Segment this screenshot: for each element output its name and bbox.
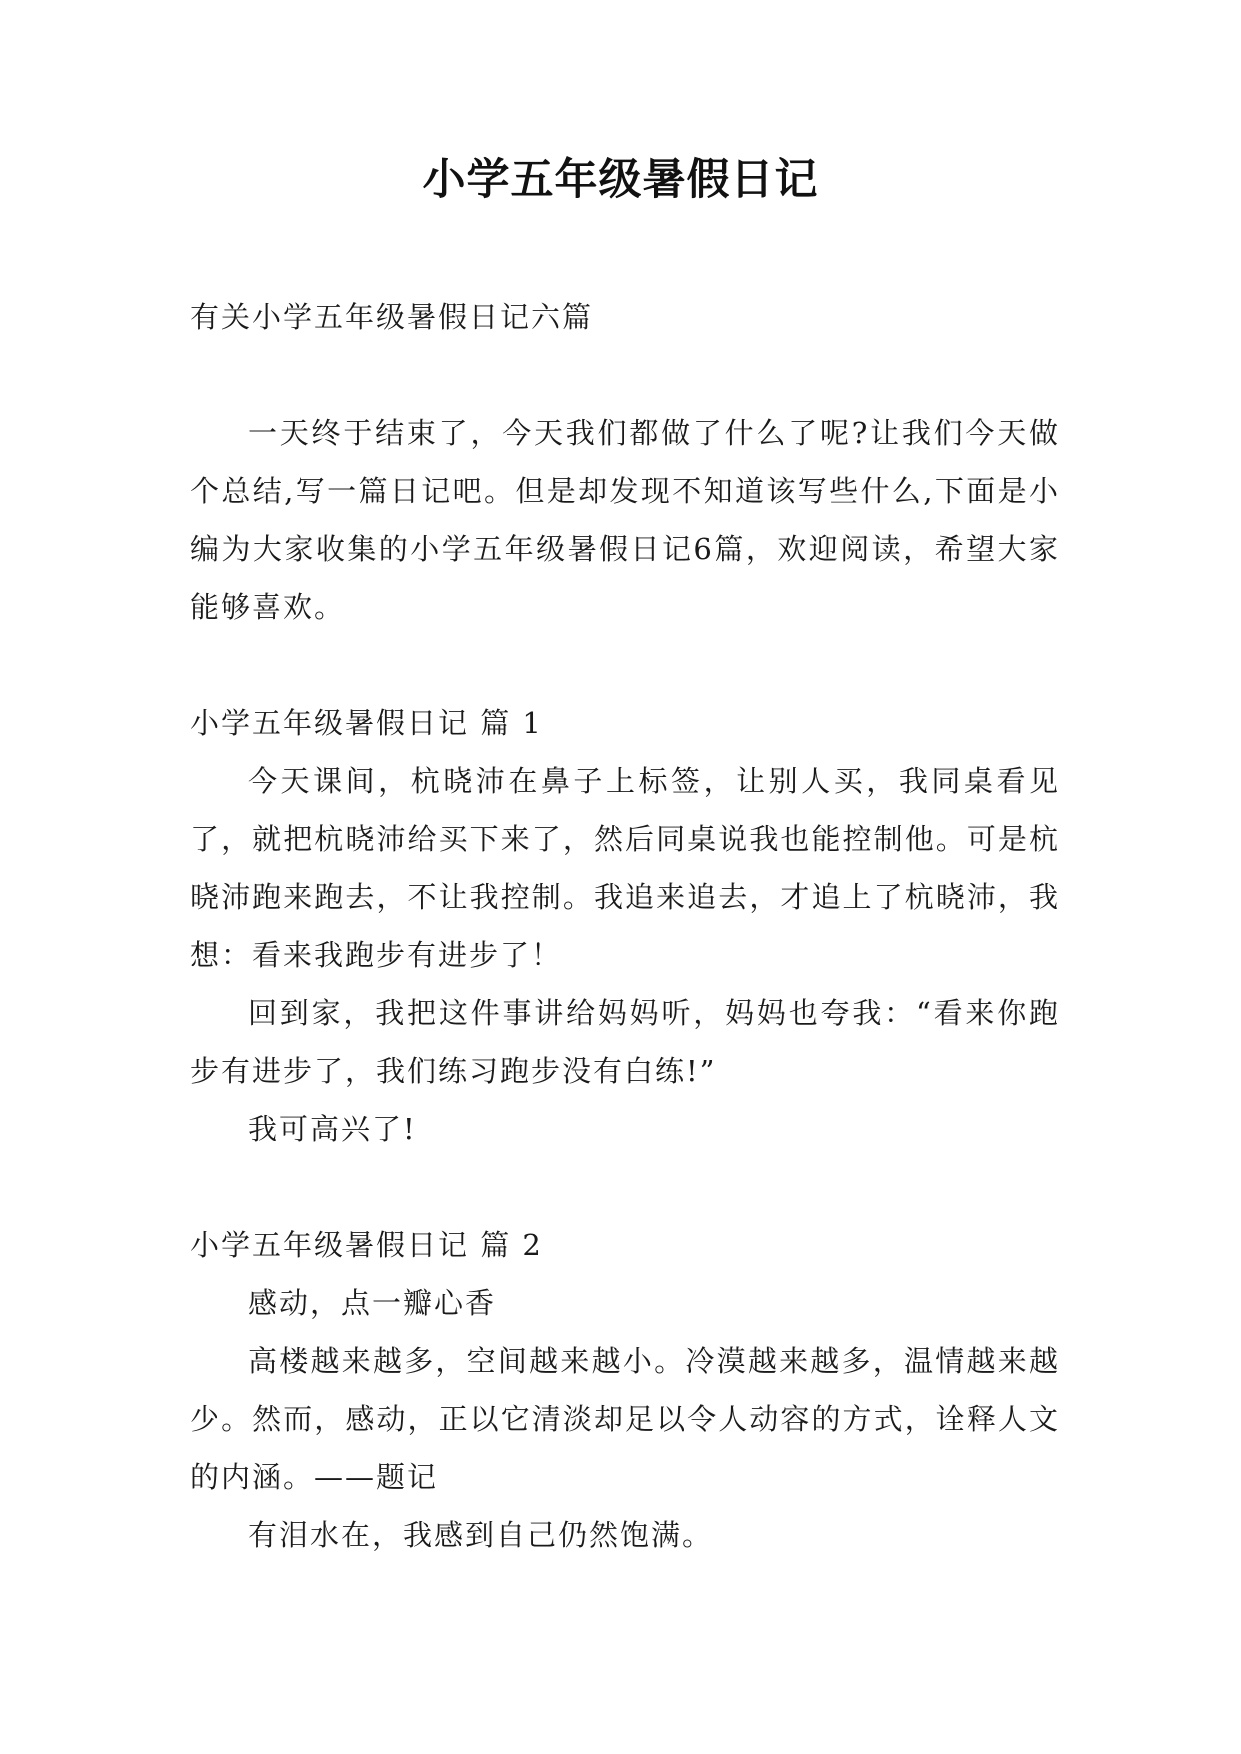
section-2-paragraph: 有泪水在，我感到自己仍然饱满。: [248, 1518, 714, 1552]
document-title: 小学五年级暑假日记: [422, 155, 819, 205]
section-heading-2: 小学五年级暑假日记 篇 2: [190, 1228, 543, 1262]
document-body: [190, 288, 1060, 1564]
section-1-paragraph: 我可高兴了!: [248, 1112, 417, 1146]
document-subtitle: 有关小学五年级暑假日记六篇: [190, 300, 594, 334]
section-2-paragraph: 感动，点一瓣心香: [248, 1286, 497, 1320]
section-1-paragraph: 回到家，我把这件事讲给妈妈听，妈妈也夸我：“看来你跑步有进步了，我们练习跑步没有白练!”: [190, 996, 1060, 1088]
section-2-paragraph: 高楼越来越多，空间越来越小。冷漠越来越多，温情越来越少。然而，感动，正以它清淡却足以令人动容的方式，诠释人文的内涵。——题记: [190, 1344, 1060, 1494]
section-1-paragraph: 今天课间，杭晓沛在鼻子上标签，让别人买，我同桌看见了，就把杭晓沛给买下来了，然后同桌说我也能控制他。可是杭晓沛跑来跑去，不让我控制。我追来追去，才追上了杭晓沛，我想：看来我跑步有进步了！: [190, 764, 1060, 972]
section-heading-1: 小学五年级暑假日记 篇 1: [190, 706, 543, 740]
intro-paragraph: 一天终于结束了，今天我们都做了什么了呢?让我们今天做个总结,写一篇日记吧。但是却发现不知道该写些什么,下面是小编为大家收集的小学五年级暑假日记6篇，欢迎阅读，希望大家能够喜欢。: [190, 416, 1060, 624]
